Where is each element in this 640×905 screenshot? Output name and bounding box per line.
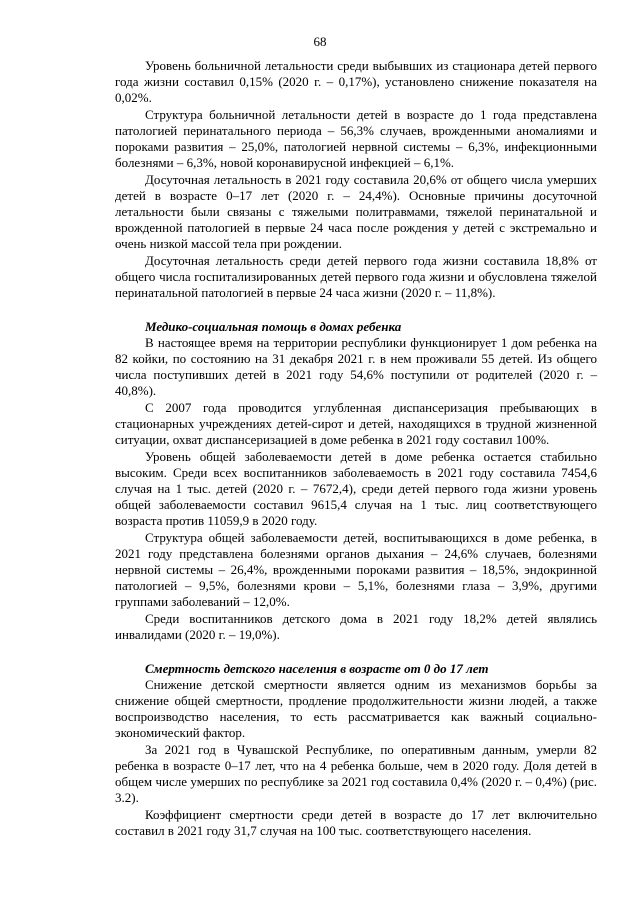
paragraph-orphanage-capacity: В настоящее время на территории республики функционирует 1 дом ребенка на 82 койки, по состоянию на 31 декабря 2021 г. в нем проживали 55 детей. Из общего числа поступивших детей в 2021 году 54,6% поступили от родителей (2020 г. – 40,8%). bbox=[115, 335, 597, 398]
paragraph-child-mortality-coefficient: Коэффициент смертности среди детей в возрасте до 17 лет включительно составил в 2021 году 31,7 случая на 100 тыс. соответствующего населения. bbox=[115, 807, 597, 838]
paragraph-hospital-mortality-structure: Структура больничной летальности детей в возрасте до 1 года представлена патологией перинатального периода – 56,3% случаев, врожденными аномалиями и пороками развития – 25,0%, патологией нервной системы – 6,3%, инфекционными болезнями – 6,3%, новой коронавирусной инфекцией – 6,1%. bbox=[115, 107, 597, 170]
paragraph-orphanage-disability: Среди воспитанников детского дома в 2021 году 18,2% детей являлись инвалидами (2020 г. – 19,0%). bbox=[115, 611, 597, 642]
paragraph-early-mortality-infants: Досуточная летальность среди детей первого года жизни составила 18,8% от общего числа госпитализированных детей первого года жизни и обусловлена тяжелой перинатальной патологией в первые 24 часа жизни (2020 г. – 11,8%). bbox=[115, 253, 597, 300]
section-heading-orphanage-care: Медико-социальная помощь в домах ребенка bbox=[145, 319, 402, 334]
paragraph-orphanage-morbidity: Уровень общей заболеваемости детей в доме ребенка остается стабильно высоким. Среди всех воспитанников заболеваемость в 2021 году составила 7454,6 случая на 1 тыс. детей (2020 г. – 7672,4), среди детей первого года жизни уровень общей заболеваемости составил 9615,4 случая на 1 тыс. лиц соответствующего возраста против 11059,9 в 2020 году. bbox=[115, 449, 597, 528]
page-number: 68 bbox=[313, 34, 327, 49]
paragraph-child-mortality-importance: Снижение детской смертности является одним из механизмов борьбы за снижение общей смертности, продление продолжительности жизни людей, а также воспроизводство населения, то есть рассматривается как важный социально-экономический фактор. bbox=[115, 677, 597, 740]
document-body bbox=[115, 58, 597, 839]
paragraph-hospital-mortality-rate: Уровень больничной летальности среди выбывших из стационара детей первого года жизни составил 0,15% (2020 г. – 0,17%), установлено снижение показателя на 0,02%. bbox=[115, 58, 597, 105]
paragraph-orphanage-morbidity-structure: Структура общей заболеваемости детей, воспитывающихся в доме ребенка, в 2021 году представлена болезнями органов дыхания – 24,6% случаев, болезнями нервной системы – 26,4%, врожденными пороками развития – 18,5%, эндокринной патологией – 9,5%, болезнями крови – 5,1%, болезнями глаза – 3,9%, другими группами заболеваний – 12,0%. bbox=[115, 530, 597, 609]
paragraph-orphanage-screening: С 2007 года проводится углубленная диспансеризация пребывающих в стационарных учреждениях детей-сирот и детей, находящихся в трудной жизненной ситуации, охват диспансеризацией в доме ребенка в 2021 году составил 100%. bbox=[115, 400, 597, 447]
section-heading-child-mortality: Смертность детского населения в возрасте от 0 до 17 лет bbox=[145, 661, 489, 676]
paragraph-early-mortality: Досуточная летальность в 2021 году составила 20,6% от общего числа умерших детей в возрасте 0–17 лет (2020 г. – 24,4%). Основные причины досуточной летальности были связаны с тяжелыми политравмами, тяжелой перинатальной и врожденной патологией в первые 24 часа после рождения у детей с экстремально и очень низкой массой тела при рождении. bbox=[115, 172, 597, 251]
paragraph-child-deaths-count: За 2021 год в Чувашской Республике, по оперативным данным, умерли 82 ребенка в возрасте 0–17 лет, что на 4 ребенка больше, чем в 2020 году. Доля детей в общем числе умерших по республике за 2021 год составила 0,4% (2020 г. – 0,4%) (рис. 3.2). bbox=[115, 742, 597, 805]
